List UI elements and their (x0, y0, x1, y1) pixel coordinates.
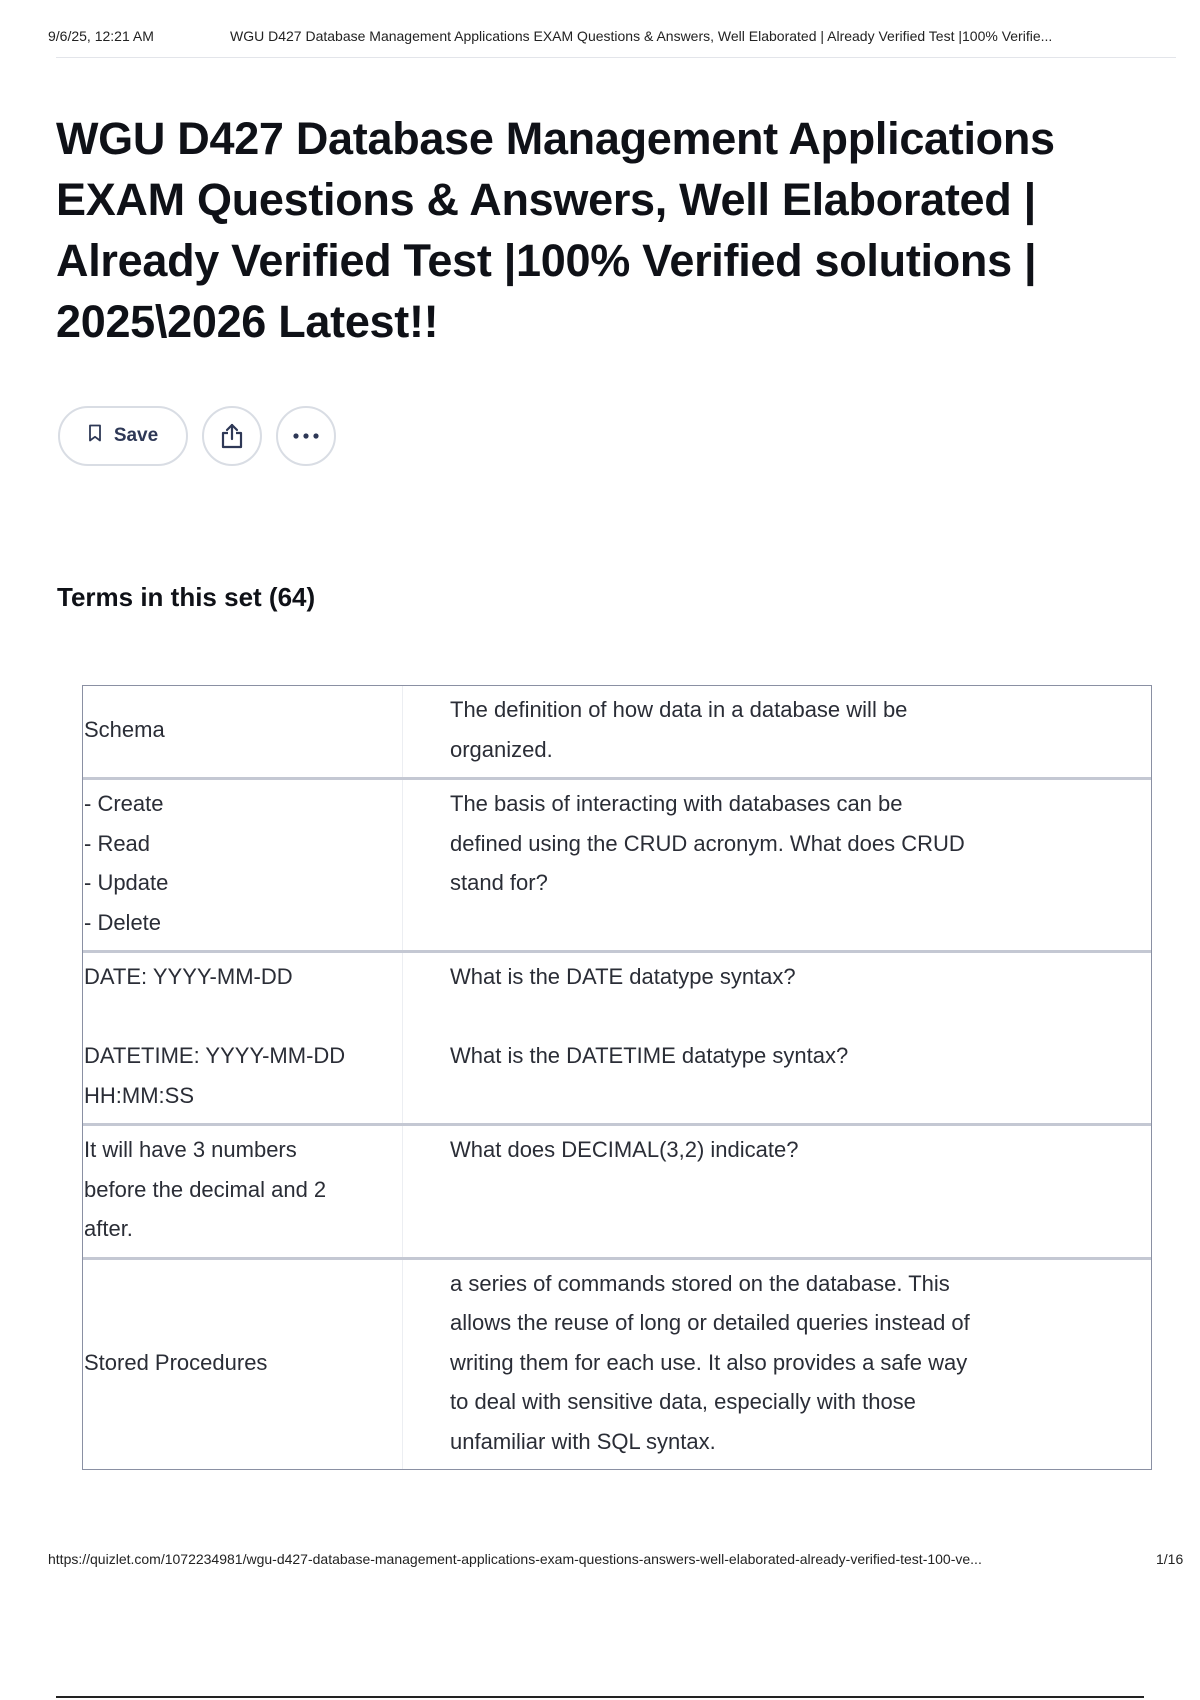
term-line: DATE: YYYY-MM-DD (84, 964, 293, 989)
print-doc-title: WGU D427 Database Management Applications EXAM Questions & Answers, Well Elaborated | Already Verified Test |100% Verifie... (230, 28, 1053, 44)
definition-line: stand for? (450, 870, 548, 895)
term-row (83, 1260, 1151, 1470)
definition-line: What is the DATETIME datatype syntax? (450, 1043, 849, 1068)
bookmark-icon (88, 424, 102, 448)
definition-cell (403, 686, 1151, 777)
term-line: - Read (84, 830, 151, 856)
term-line: after. (84, 1216, 133, 1241)
action-bar (58, 406, 336, 466)
print-page-number: 1/16 (1156, 1551, 1184, 1567)
term-line: It will have 3 numbers (84, 1137, 297, 1162)
page-bottom-divider (56, 1696, 1144, 1698)
term-line: HH:MM:SS (84, 1082, 194, 1108)
term-line: - Create (84, 791, 164, 816)
save-button[interactable] (58, 406, 188, 466)
terms-heading: Terms in this set (64) (57, 582, 316, 612)
terms-table (82, 685, 1152, 1470)
definition-cell (403, 1260, 1151, 1470)
definition-line: writing them for each use. It also provides a safe way (450, 1349, 968, 1375)
term-cell (83, 953, 403, 1123)
print-timestamp: 9/6/25, 12:21 AM (48, 28, 154, 44)
term-line: - Delete (84, 909, 162, 935)
term-line: - Update (84, 870, 169, 895)
term-text: Stored Procedures (84, 1349, 268, 1375)
definition-cell (403, 780, 1151, 950)
page-title: WGU D427 Database Management Applications EXAM Questions & Answers, Well Elaborated | Already Verified Test |100% Verified solutions | 2025\2026 Latest!! (56, 113, 1055, 347)
term-row (83, 686, 1151, 780)
term-text: Schema (84, 716, 165, 742)
term-row (83, 780, 1151, 953)
term-row (83, 1126, 1151, 1260)
print-header (48, 28, 1178, 44)
definition-cell (403, 1126, 1151, 1257)
term-cell (83, 686, 403, 777)
definition-line: The definition of how data in a database will be (450, 697, 908, 722)
term-cell (83, 780, 403, 950)
term-cell (83, 1126, 403, 1257)
definition-line: The basis of interacting with databases can be (450, 791, 903, 816)
share-button[interactable] (202, 406, 262, 466)
header-divider (56, 57, 1176, 58)
line-spacer (450, 997, 1111, 1037)
share-icon (219, 422, 245, 450)
more-options-button[interactable] (276, 406, 336, 466)
term-cell (83, 1260, 403, 1470)
definition-line: What does DECIMAL(3,2) indicate? (450, 1137, 799, 1162)
save-label: Save (113, 425, 159, 446)
definition-line: organized. (450, 736, 553, 762)
definition-line: What is the DATE datatype syntax? (450, 964, 796, 989)
definition-cell (403, 953, 1151, 1123)
term-line: before the decimal and 2 (84, 1176, 327, 1202)
definition-line: allows the reuse of long or detailed queries instead of (450, 1310, 970, 1335)
line-spacer (84, 997, 402, 1037)
definition-line: a series of commands stored on the database. This (450, 1270, 950, 1296)
more-options-icon (292, 432, 320, 440)
print-url: https://quizlet.com/1072234981/wgu-d427-database-management-applications-exam-questions-answers-well-elaborated-already-verified-test-100-ve... (48, 1551, 982, 1567)
term-line: DATETIME: YYYY-MM-DD (84, 1043, 346, 1068)
print-footer (48, 1551, 1188, 1567)
definition-line: defined using the CRUD acronym. What does CRUD (450, 830, 965, 856)
term-row (83, 953, 1151, 1126)
definition-line: unfamiliar with SQL syntax. (450, 1428, 716, 1454)
definition-line: to deal with sensitive data, especially with those (450, 1389, 916, 1414)
